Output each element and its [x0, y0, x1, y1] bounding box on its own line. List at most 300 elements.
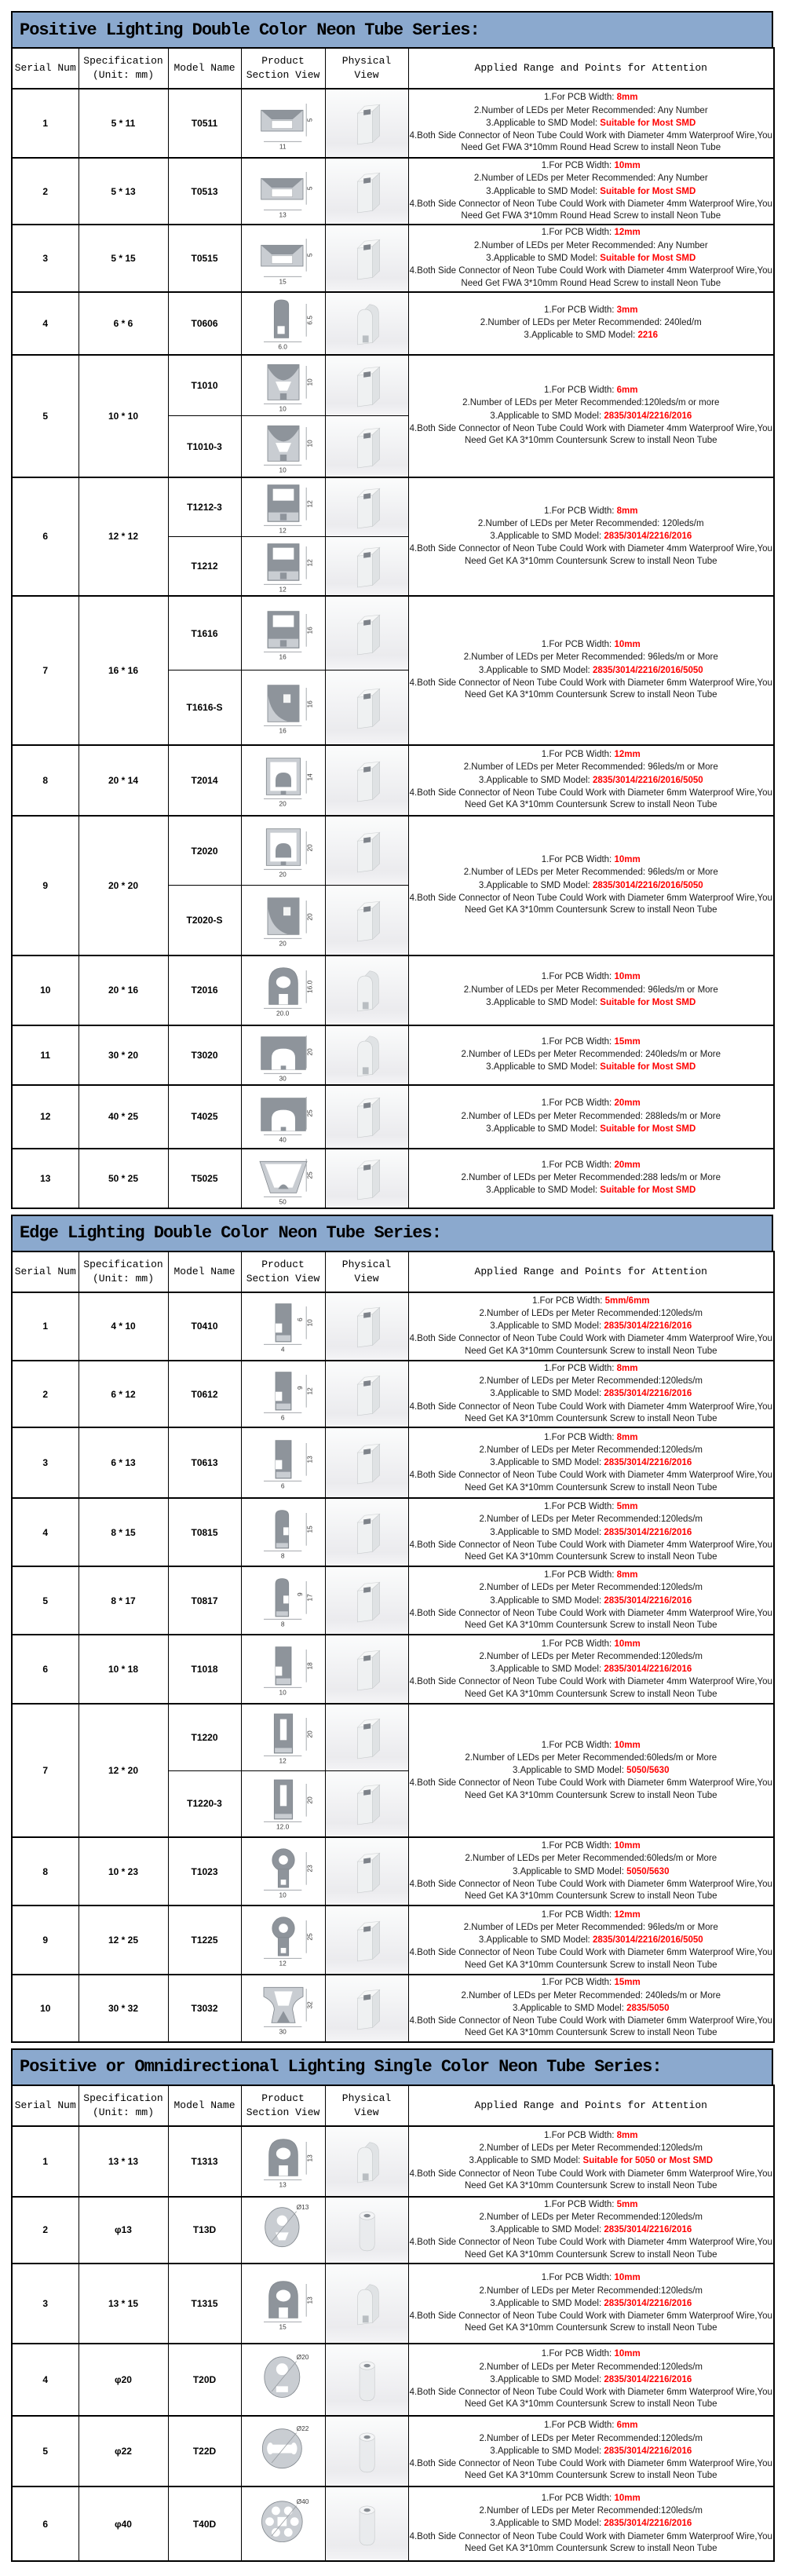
note-line	[410, 1160, 773, 1171]
notes-cell	[408, 816, 774, 955]
model-name-cell: T1212-3	[168, 477, 241, 537]
note-text: 3.Applicable to SMD Model:	[490, 2446, 604, 2456]
note-text: 3.Applicable to SMD Model:	[486, 1062, 601, 1072]
svg-text:5: 5	[305, 118, 314, 122]
physical-view-photo	[341, 1153, 392, 1204]
note-highlight: 2835/3014/2216/2016	[604, 2225, 692, 2235]
note-line	[410, 543, 773, 568]
svg-text:Ø22: Ø22	[296, 2424, 309, 2433]
note-line	[410, 2531, 773, 2556]
serial-cell: 2	[12, 1361, 78, 1427]
note-line	[410, 2169, 773, 2193]
note-text: 4.Both Side Connector of Neon Tube Could Work with Diameter 6mm Waterproof Wire,You Need Get KA 3*10mm Countersunk Screw to install Neon Tube	[409, 1879, 772, 1902]
note-text: 1.For PCB Width:	[541, 228, 615, 238]
note-text: 4.Both Side Connector of Neon Tube Could Work with Diameter 6mm Waterproof Wire,You Need Get KA 3*10mm Countersunk Screw to install Neon Tube	[409, 2531, 772, 2553]
model-name-cell: T1212	[168, 536, 241, 596]
note-text: 2.Number of LEDs per Meter Recommended:120leds/m	[479, 1583, 703, 1593]
note-line	[410, 2212, 773, 2223]
model-name-cell: T1010-3	[168, 416, 241, 477]
note-highlight: 10mm	[614, 1639, 641, 1649]
svg-text:12.0: 12.0	[276, 1822, 289, 1831]
physical-view-cell	[325, 955, 408, 1025]
note-highlight: 2835/3014/2216/2016	[604, 411, 692, 421]
note-text: 2.Number of LEDs per Meter Recommended:120leds/m or more	[462, 398, 720, 408]
notes-cell	[408, 1975, 774, 2041]
notes-cell	[408, 1837, 774, 1906]
notes-cell	[408, 2197, 774, 2264]
section-view-cell	[241, 670, 325, 745]
note-line	[410, 1866, 773, 1878]
physical-view-cell	[325, 1906, 408, 1975]
notes-cell	[408, 955, 774, 1025]
note-text: 3.Applicable to SMD Model:	[490, 411, 604, 421]
note-highlight: 10mm	[614, 2273, 641, 2283]
physical-view-cell	[325, 2126, 408, 2197]
note-highlight: 20mm	[614, 1098, 641, 1109]
table-row	[12, 2264, 774, 2344]
spec-cell: 8 * 15	[78, 1498, 168, 1566]
svg-text:30: 30	[279, 2027, 287, 2036]
product-section-drawing	[245, 296, 322, 351]
physical-view-cell	[325, 1292, 408, 1361]
note-text: 3.Applicable to SMD Model:	[486, 118, 601, 128]
table-row	[12, 1975, 774, 2041]
note-line	[410, 2286, 773, 2297]
spec-cell: 10 * 23	[78, 1837, 168, 1906]
note-text: 2.Number of LEDs per Meter Recommended:120leds/m	[479, 1515, 703, 1525]
model-name-cell: T0513	[168, 158, 241, 225]
note-highlight: 2835/5050	[626, 2003, 670, 2013]
note-text: 4.Both Side Connector of Neon Tube Could Work with Diameter 4mm Waterproof Wire,You Need Get KA 3*10mm Countersunk Screw to install Neon Tube	[409, 1401, 772, 1423]
table-row	[12, 1906, 774, 1975]
svg-text:10: 10	[279, 404, 287, 413]
section-title-bar	[11, 2048, 773, 2085]
note-line	[410, 1990, 773, 2002]
table-row	[12, 1635, 774, 1704]
column-header: Serial Num	[12, 48, 78, 89]
section-title: Edge Lighting Double Color Neon Tube Series:	[20, 1223, 441, 1244]
spec-cell: 12 * 12	[78, 477, 168, 596]
note-line	[410, 385, 773, 396]
note-text: 4.Both Side Connector of Neon Tube Could Work with Diameter 6mm Waterproof Wire,You Need Get KA 3*10mm Countersunk Screw to install Neon Tube	[409, 1778, 772, 1800]
note-text: 4.Both Side Connector of Neon Tube Could Work with Diameter 6mm Waterproof Wire,You Need Get KA 3*10mm Countersunk Screw to install Neon Tube	[409, 787, 772, 810]
spec-cell: 30 * 20	[78, 1025, 168, 1085]
section-view-cell	[241, 225, 325, 291]
note-text: 2.Number of LEDs per Meter Recommended: 240led/m	[480, 318, 702, 328]
note-line	[410, 173, 773, 185]
note-text: 2.Number of LEDs per Meter Recommended:120leds/m	[479, 1445, 703, 1455]
note-text: 2.Number of LEDs per Meter Recommended:120leds/m	[479, 1376, 703, 1387]
spec-cell: 4 * 10	[78, 1292, 168, 1361]
serial-cell: 10	[12, 1975, 78, 2041]
column-header: Specification (Unit: mm)	[78, 1251, 168, 1292]
note-highlight: 5mm	[616, 1502, 638, 1512]
product-section-drawing	[245, 1981, 322, 2036]
note-text: 4.Both Side Connector of Neon Tube Could Work with Diameter 4mm Waterproof Wire,You Need Get KA 3*10mm Countersunk Screw to install Neon Tube	[409, 544, 772, 566]
serial-cell: 8	[12, 745, 78, 816]
svg-text:17: 17	[305, 1593, 314, 1602]
serial-cell: 9	[12, 816, 78, 955]
note-highlight: 2835/3014/2216/2016/5050	[592, 665, 703, 675]
svg-text:4: 4	[280, 1345, 284, 1354]
note-text: 1.For PCB Width:	[541, 2493, 615, 2503]
physical-view-photo	[341, 422, 392, 472]
note-highlight: 2835/3014/2216/2016	[604, 2446, 692, 2456]
note-line	[410, 2374, 773, 2386]
note-line	[410, 1049, 773, 1061]
note-line	[410, 531, 773, 543]
note-text: 4.Both Side Connector of Neon Tube Could Work with Diameter 6mm Waterproof Wire,You Need Get KA 3*10mm Countersunk Screw to install Neon Tube	[409, 2459, 772, 2481]
note-text: 1.For PCB Width:	[543, 506, 617, 516]
product-section-drawing	[245, 824, 322, 879]
note-highlight: 20mm	[614, 1160, 641, 1170]
svg-text:13: 13	[279, 2180, 287, 2189]
svg-text:40: 40	[279, 1135, 287, 1144]
note-highlight: 10mm	[614, 640, 641, 650]
notes-cell	[408, 1906, 774, 1975]
notes-cell	[408, 477, 774, 596]
serial-cell: 4	[12, 1498, 78, 1566]
note-line	[410, 2493, 773, 2505]
product-section-drawing	[245, 1299, 322, 1354]
note-highlight: 2835/3014/2216/2016	[604, 2519, 692, 2529]
model-name-cell: T0511	[168, 89, 241, 158]
note-line	[410, 2362, 773, 2373]
table-row	[12, 1149, 774, 1208]
model-name-cell: T1220	[168, 1704, 241, 1770]
table-row	[12, 2344, 774, 2416]
column-header: Physical View	[325, 2085, 408, 2126]
note-line	[410, 1853, 773, 1865]
physical-view-photo	[341, 1983, 392, 2033]
note-text: 2.Number of LEDs per Meter Recommended:120leds/m	[479, 2506, 703, 2516]
model-name-cell: T0612	[168, 1361, 241, 1427]
physical-view-cell	[325, 1704, 408, 1770]
spec-cell: 5 * 13	[78, 158, 168, 225]
svg-text:13: 13	[279, 210, 287, 219]
table-row	[12, 477, 774, 537]
note-highlight: 3mm	[616, 305, 638, 315]
physical-view-photo	[341, 2278, 392, 2329]
model-name-cell: T0613	[168, 1427, 241, 1498]
note-line	[410, 1676, 773, 1701]
model-name-cell: T0606	[168, 292, 241, 355]
note-highlight: 2835/3014/2216/2016	[604, 1664, 692, 1675]
note-highlight: 8mm	[616, 2130, 638, 2140]
model-name-cell: T1220-3	[168, 1770, 241, 1837]
note-line	[410, 1363, 773, 1375]
section-view-cell	[241, 1906, 325, 1975]
note-highlight: 2835/3014/2216/2016	[604, 1595, 692, 1606]
note-text: 1.For PCB Width:	[541, 640, 615, 650]
note-line	[410, 1036, 773, 1048]
notes-cell	[408, 1149, 774, 1208]
notes-cell	[408, 1566, 774, 1635]
notes-cell	[408, 2126, 774, 2197]
svg-text:5: 5	[305, 186, 314, 190]
physical-view-cell	[325, 158, 408, 225]
spec-cell: 10 * 10	[78, 355, 168, 477]
note-line	[410, 1740, 773, 1752]
notes-cell	[408, 1704, 774, 1837]
section-view-cell	[241, 1149, 325, 1208]
section-view-cell	[241, 158, 325, 225]
note-highlight: 10mm	[614, 1841, 641, 1851]
physical-view-cell	[325, 2486, 408, 2561]
svg-text:15: 15	[305, 1525, 314, 1533]
svg-text:18: 18	[305, 1662, 314, 1670]
model-name-cell: T20D	[168, 2344, 241, 2416]
note-line	[410, 1527, 773, 1539]
model-name-cell: T1315	[168, 2264, 241, 2344]
note-text: 4.Both Side Connector of Neon Tube Could Work with Diameter 6mm Waterproof Wire,You Need Get KA 3*10mm Countersunk Screw to install Neon Tube	[409, 2388, 772, 2410]
section-view-cell	[241, 2416, 325, 2486]
svg-text:12: 12	[279, 1756, 287, 1765]
svg-text:10: 10	[279, 1891, 287, 1899]
note-text: 3.Applicable to SMD Model:	[486, 1124, 601, 1134]
physical-view-cell	[325, 1770, 408, 1837]
note-text: 3.Applicable to SMD Model:	[486, 1186, 601, 1196]
note-line	[410, 2130, 773, 2142]
spec-table	[11, 1251, 775, 2043]
note-highlight: Suitable for Most SMD	[600, 1124, 696, 1134]
svg-text:16: 16	[305, 626, 314, 634]
model-name-cell: T0410	[168, 1292, 241, 1361]
column-header: Specification (Unit: mm)	[78, 48, 168, 89]
note-line	[410, 1540, 773, 1564]
svg-text:9: 9	[295, 1592, 304, 1596]
table-row	[12, 955, 774, 1025]
product-section-drawing	[245, 1028, 322, 1083]
note-line	[410, 997, 773, 1009]
serial-cell: 5	[12, 1566, 78, 1635]
serial-cell: 8	[12, 1837, 78, 1906]
note-highlight: 6mm	[616, 385, 638, 396]
section-view-cell	[241, 745, 325, 816]
note-text: 2.Number of LEDs per Meter Recommended:60leds/m or More	[465, 1752, 717, 1763]
spec-cell: 12 * 25	[78, 1906, 168, 1975]
svg-text:6: 6	[280, 1413, 284, 1422]
section-view-cell	[241, 416, 325, 477]
note-text: 2.Number of LEDs per Meter Recommended: Any Number	[473, 240, 708, 250]
note-line	[410, 305, 773, 316]
table-row	[12, 1498, 774, 1566]
note-highlight: 15mm	[614, 1978, 641, 1988]
note-text: 3.Applicable to SMD Model:	[478, 1935, 593, 1946]
svg-text:10: 10	[279, 466, 287, 474]
serial-cell: 2	[12, 158, 78, 225]
physical-view-cell	[325, 1149, 408, 1208]
svg-text:20: 20	[305, 1796, 314, 1804]
physical-view-photo	[341, 755, 392, 806]
physical-view-cell	[325, 89, 408, 158]
model-name-cell: T2016	[168, 955, 241, 1025]
note-line	[410, 160, 773, 172]
note-text: 3.Applicable to SMD Model:	[486, 997, 601, 1007]
product-section-drawing	[245, 164, 322, 219]
note-line	[410, 1401, 773, 1426]
section-view-cell	[241, 2344, 325, 2416]
spec-cell: φ13	[78, 2197, 168, 2264]
notes-cell	[408, 2344, 774, 2416]
spec-table	[11, 47, 775, 1209]
physical-view-photo	[341, 360, 392, 411]
note-text: 3.Applicable to SMD Model:	[524, 331, 638, 341]
note-text: 4.Both Side Connector of Neon Tube Could Work with Diameter 4mm Waterproof Wire,You Need Get KA 3*10mm Countersunk Screw to install Neon Tube	[409, 423, 772, 446]
note-text: 2.Number of LEDs per Meter Recommended: 240leds/m or More	[461, 1050, 721, 1060]
note-text: 1.For PCB Width:	[541, 750, 615, 760]
product-section-drawing	[245, 606, 322, 661]
svg-text:8: 8	[280, 1551, 284, 1560]
physical-view-photo	[341, 1030, 392, 1080]
note-line	[410, 1124, 773, 1135]
note-text: 1.For PCB Width:	[541, 1909, 615, 1920]
svg-text:20: 20	[305, 1730, 314, 1738]
spec-cell: 13 * 15	[78, 2264, 168, 2344]
note-highlight: Suitable for Most SMD	[600, 118, 696, 128]
physical-view-cell	[325, 292, 408, 355]
note-text: 4.Both Side Connector of Neon Tube Could Work with Diameter 6mm Waterproof Wire,You Need Get KA 3*10mm Countersunk Screw to install Neon Tube	[409, 678, 772, 700]
note-text: 2.Number of LEDs per Meter Recommended: 288leds/m or More	[461, 1111, 721, 1121]
note-line	[410, 1909, 773, 1921]
note-highlight: 2835/3014/2216/2016/5050	[592, 775, 703, 785]
note-highlight: 5mm/6mm	[604, 1295, 650, 1306]
svg-text:10: 10	[305, 1319, 314, 1327]
note-text: 2.Number of LEDs per Meter Recommended: 96leds/m or More	[463, 1922, 718, 1932]
note-line	[410, 1595, 773, 1607]
section-view-cell	[241, 816, 325, 886]
note-text: 4.Both Side Connector of Neon Tube Could Work with Diameter 4mm Waterproof Wire,You Need Get KA 3*10mm Countersunk Screw to install Neon Tube	[409, 2238, 772, 2260]
table-row	[12, 2486, 774, 2561]
table-row	[12, 596, 774, 670]
physical-view-photo	[341, 1507, 392, 1558]
note-text: 1.For PCB Width:	[541, 855, 615, 865]
table-row	[12, 1837, 774, 1906]
note-highlight: 2835/3014/2216/2016	[604, 1527, 692, 1537]
spec-cell: 20 * 20	[78, 816, 168, 955]
header-row	[12, 48, 774, 89]
spec-cell: 12 * 20	[78, 1704, 168, 1837]
physical-view-photo	[341, 2355, 392, 2405]
header-row	[12, 2085, 774, 2126]
notes-cell	[408, 89, 774, 158]
note-text: 3.Applicable to SMD Model:	[513, 1766, 627, 1776]
note-line	[410, 265, 773, 290]
note-text: 1.For PCB Width:	[541, 972, 615, 982]
svg-text:13: 13	[305, 2296, 314, 2304]
note-line	[410, 985, 773, 996]
note-text: 4.Both Side Connector of Neon Tube Could Work with Diameter 4mm Waterproof Wire,You Need Get KA 3*10mm Countersunk Screw to install Neon Tube	[409, 1540, 772, 1562]
notes-cell	[408, 1361, 774, 1427]
section-view-cell	[241, 1025, 325, 1085]
note-text: 4.Both Side Connector of Neon Tube Could Work with Diameter 6mm Waterproof Wire,You Need Get KA 3*10mm Countersunk Screw to install Neon Tube	[409, 1948, 772, 1970]
note-line	[410, 787, 773, 812]
note-line	[410, 253, 773, 265]
physical-view-photo	[341, 2499, 392, 2549]
note-line	[410, 1185, 773, 1197]
table-row	[12, 89, 774, 158]
notes-cell	[408, 158, 774, 225]
svg-text:23: 23	[305, 1864, 314, 1873]
note-line	[410, 2224, 773, 2236]
product-section-drawing	[245, 231, 322, 286]
table-row	[12, 158, 774, 225]
table-row	[12, 355, 774, 416]
physical-view-cell	[325, 1566, 408, 1635]
notes-cell	[408, 225, 774, 291]
note-highlight: 10mm	[614, 1740, 641, 1750]
note-text: 2.Number of LEDs per Meter Recommended: 96leds/m or More	[463, 868, 718, 878]
model-name-cell: T1023	[168, 1837, 241, 1906]
note-text: 2.Number of LEDs per Meter Recommended: 96leds/m or More	[463, 762, 718, 773]
note-highlight: 2835/3014/2216/2016	[604, 1321, 692, 1332]
svg-text:10: 10	[279, 1688, 287, 1697]
serial-cell: 4	[12, 292, 78, 355]
note-line	[410, 2298, 773, 2310]
note-line	[410, 1445, 773, 1456]
section-view-cell	[241, 536, 325, 596]
physical-view-cell	[325, 1837, 408, 1906]
svg-text:Ø40: Ø40	[296, 2497, 309, 2505]
note-line	[410, 130, 773, 155]
spec-cell: 6 * 12	[78, 1361, 168, 1427]
note-line	[410, 1582, 773, 1594]
section-view-cell	[241, 1770, 325, 1837]
note-highlight: 12mm	[614, 228, 641, 238]
physical-view-cell	[325, 1498, 408, 1566]
note-line	[410, 1569, 773, 1581]
note-text: 4.Both Side Connector of Neon Tube Could Work with Diameter 6mm Waterproof Wire,You Need Get KA 3*10mm Countersunk Screw to install Neon Tube	[409, 2311, 772, 2333]
note-highlight: 10mm	[614, 2349, 641, 2359]
note-line	[410, 199, 773, 223]
model-name-cell: T1225	[168, 1906, 241, 1975]
note-text: 3.Applicable to SMD Model:	[490, 2225, 604, 2235]
note-line	[410, 1061, 773, 1073]
notes-cell	[408, 745, 774, 816]
product-section-drawing	[245, 539, 322, 594]
physical-view-photo	[341, 1644, 392, 1694]
table-row	[12, 292, 774, 355]
serial-cell: 6	[12, 477, 78, 596]
model-name-cell: T0515	[168, 225, 241, 291]
note-text: 1.For PCB Width:	[541, 161, 615, 170]
spec-cell: 20 * 16	[78, 955, 168, 1025]
column-header: Product Section View	[241, 2085, 325, 2126]
note-highlight: Suitable for Most SMD	[600, 1062, 696, 1072]
serial-cell: 12	[12, 1085, 78, 1149]
note-text: 1.For PCB Width:	[541, 1740, 615, 1750]
section-view-cell	[241, 1837, 325, 1906]
serial-cell: 7	[12, 596, 78, 745]
column-header: Product Section View	[241, 1251, 325, 1292]
serial-cell: 1	[12, 1292, 78, 1361]
note-text: 1.For PCB Width:	[531, 1295, 605, 1306]
svg-text:25: 25	[305, 1171, 314, 1179]
note-text: 1.For PCB Width:	[541, 1098, 615, 1109]
note-line	[410, 1752, 773, 1764]
model-name-cell: T1313	[168, 2126, 241, 2197]
note-line	[410, 2272, 773, 2284]
section-view-cell	[241, 2197, 325, 2264]
table-row	[12, 1025, 774, 1085]
product-section-drawing	[245, 1151, 322, 1206]
section-view-cell	[241, 1635, 325, 1704]
product-section-drawing	[245, 96, 322, 151]
product-section-drawing	[245, 1913, 322, 1968]
note-line	[410, 762, 773, 773]
note-highlight: 10mm	[614, 161, 641, 170]
physical-view-cell	[325, 886, 408, 955]
